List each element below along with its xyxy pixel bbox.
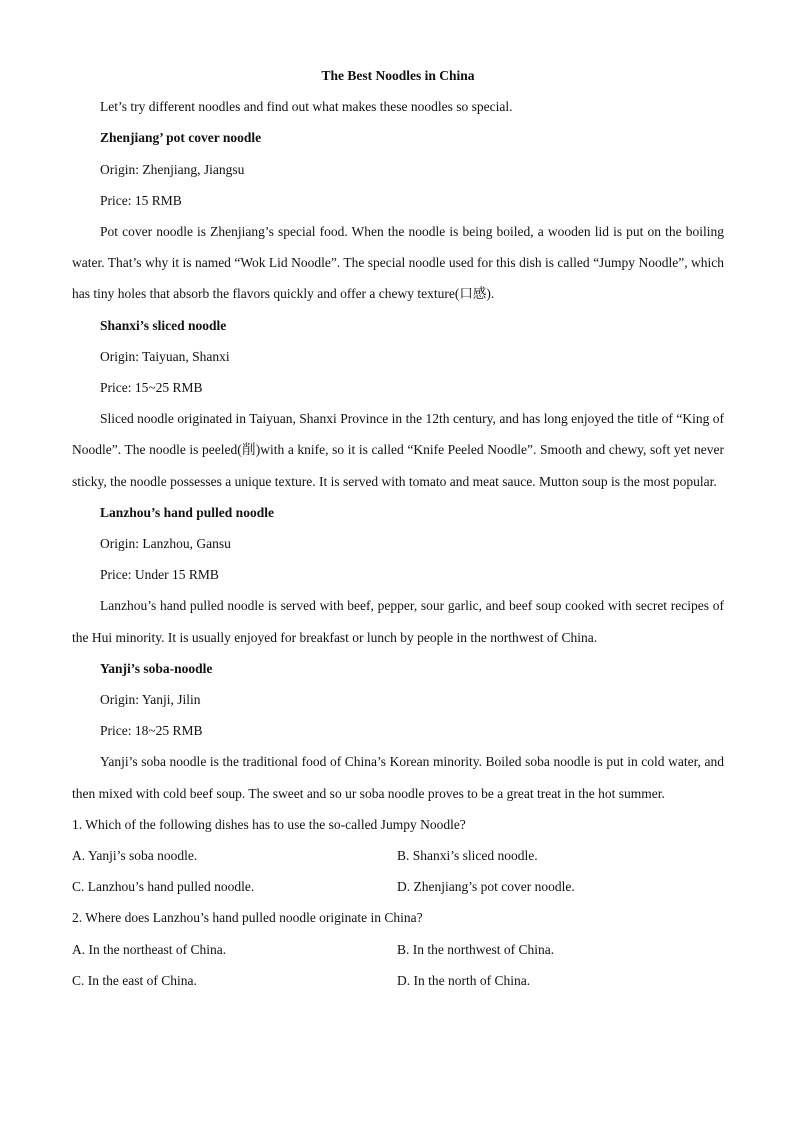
section-heading: Zhenjiang’ pot cover noodle: [100, 130, 262, 146]
document-title: The Best Noodles in China: [321, 68, 475, 83]
question-stem: 1. Which of the following dishes has to use the so-called Jumpy Noodle?: [72, 816, 466, 832]
option-c: C. In the east of China.: [72, 972, 197, 988]
section-price: Price: Under 15 RMB: [100, 567, 219, 583]
option-d: D. In the north of China.: [397, 972, 531, 988]
section-body: Pot cover noodle is Zhenjiang’s special food. When the noodle is being boiled, a wooden lid is put on the boiling water. That’s why it is named “Wok Lid Noodle”. The special noodle used for this dish is called “Jumpy Noodle”, which has tiny holes that absorb the flavors quickly and offer a chewy texture(口感).: [72, 224, 724, 302]
option-c: C. Lanzhou’s hand pulled noodle.: [72, 879, 255, 895]
section-price: Price: 15 RMB: [100, 192, 182, 208]
section-origin: Origin: Lanzhou, Gansu: [100, 536, 231, 552]
option-a: A. In the northeast of China.: [72, 941, 227, 957]
question-options-row: [72, 840, 724, 871]
document-page: [72, 60, 724, 996]
question-options-row: [72, 965, 724, 996]
option-a: A. Yanji’s soba noodle.: [72, 848, 198, 864]
section-origin: Origin: Zhenjiang, Jiangsu: [100, 161, 245, 177]
section-body: Yanji’s soba noodle is the traditional food of China’s Korean minority. Boiled soba noodle is put in cold water, and then mixed with cold beef soup. The sweet and so ur soba noodle proves to be a great treat in the hot summer.: [72, 754, 724, 801]
section-heading: Shanxi’s sliced noodle: [100, 317, 227, 333]
section-price: Price: 15~25 RMB: [100, 380, 203, 396]
option-d: D. Zhenjiang’s pot cover noodle.: [397, 879, 575, 895]
section-origin: Origin: Taiyuan, Shanxi: [100, 348, 230, 364]
section-body: Lanzhou’s hand pulled noodle is served with beef, pepper, sour garlic, and beef soup cooked with secret recipes of the Hui minority. It is usually enjoyed for breakfast or lunch by people in the northwest of China.: [72, 598, 724, 645]
section-price: Price: 18~25 RMB: [100, 723, 203, 739]
section-origin: Origin: Yanji, Jilin: [100, 692, 201, 708]
question-options-row: [72, 934, 724, 965]
section-heading: Lanzhou’s hand pulled noodle: [100, 504, 274, 520]
question-options-row: [72, 871, 724, 902]
intro-text: Let’s try different noodles and find out what makes these noodles so special.: [100, 99, 513, 115]
option-b: B. Shanxi’s sliced noodle.: [397, 848, 538, 864]
option-b: B. In the northwest of China.: [397, 941, 555, 957]
question-stem: 2. Where does Lanzhou’s hand pulled noodle originate in China?: [72, 910, 423, 926]
section-heading: Yanji’s soba-noodle: [100, 660, 213, 676]
section-body: Sliced noodle originated in Taiyuan, Shanxi Province in the 12th century, and has long enjoyed the title of “King of Noodle”. The noodle is peeled(削)with a knife, so it is called “Knife Peeled Noodle”. Smooth and chewy, soft yet never sticky, the noodle possesses a unique texture. It is served with tomato and meat sauce. Mutton soup is the most popular.: [72, 411, 724, 489]
